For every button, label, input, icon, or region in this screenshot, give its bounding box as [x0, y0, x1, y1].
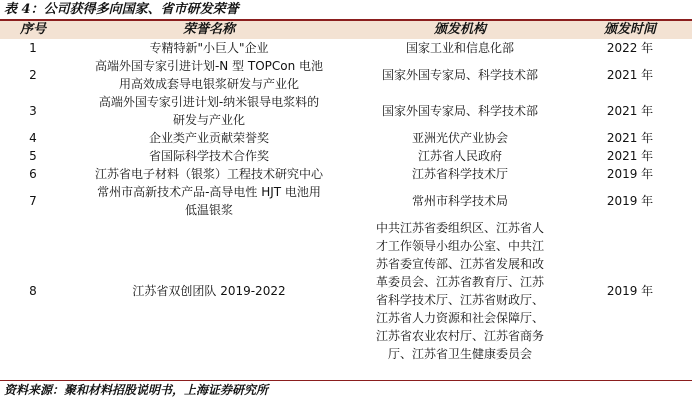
header-year: 颁发时间: [568, 21, 692, 39]
cell-year: 2021 年: [606, 104, 654, 118]
cell-honor-name: [66, 129, 352, 147]
issuer-line: 国家外国专家局、科学技术部: [381, 68, 538, 82]
cell-no: 6: [29, 167, 37, 181]
issuer-line: 苏省委宣传部、江苏省发展和改: [375, 257, 544, 271]
honor-name-line: 企业类产业贡献荣誉奖: [148, 131, 269, 145]
cell-honor-name: [66, 219, 352, 363]
cell-year: 2019 年: [606, 167, 654, 181]
table-row: [0, 183, 692, 219]
table-row: [0, 93, 692, 129]
cell-no: 5: [29, 149, 37, 163]
issuer-line: 国家工业和信息化部: [405, 41, 514, 55]
cell-no: 8: [29, 284, 37, 298]
honor-name-line: 高端外国专家引进计划-纳米银导电浆料的: [98, 95, 320, 109]
issuer-line: 江苏省农业农村厅、江苏省商务: [375, 329, 544, 343]
cell-year: 2021 年: [606, 149, 654, 163]
cell-honor-name: [66, 39, 352, 57]
issuer-line: 中共江苏省委组织区、江苏省人: [375, 221, 544, 235]
cell-honor-name: [66, 165, 352, 183]
source-note: 资料来源：聚和材料招股说明书，上海证券研究所: [4, 383, 269, 397]
issuer-line: 江苏省人力资源和社会保障厅、: [375, 311, 544, 325]
issuer-line: 江苏省人民政府: [417, 149, 502, 163]
table-row: [0, 219, 692, 363]
honor-name-line: 用高效成套导电银浆研发与产业化: [118, 77, 299, 91]
table-row: [0, 165, 692, 183]
issuer-line: 省科学技术厅、江苏省财政厅、: [375, 293, 544, 307]
cell-issuer: [352, 39, 568, 57]
cell-no: 4: [29, 131, 37, 145]
table-row: [0, 39, 692, 57]
issuer-line: 国家外国专家局、科学技术部: [381, 104, 538, 118]
honor-name-line: 研发与产业化: [172, 113, 245, 127]
cell-no: 3: [29, 104, 37, 118]
cell-issuer: [352, 183, 568, 219]
table-row: [0, 57, 692, 93]
cell-year: 2021 年: [606, 68, 654, 82]
honor-name-line: 高端外国专家引进计划-N 型 TOPCon 电池: [94, 59, 324, 73]
table-header-row: [0, 21, 692, 39]
table-row: [0, 147, 692, 165]
cell-issuer: [352, 165, 568, 183]
honor-name-line: 江苏省电子材料（银浆）工程技术研究中心: [94, 167, 323, 181]
honor-name-line: 省国际科学技术合作奖: [148, 149, 269, 163]
cell-issuer: [352, 93, 568, 129]
bottom-rule: [0, 380, 692, 381]
issuer-line: 常州市科学技术局: [411, 194, 508, 208]
honor-name-line: 江苏省双创团队 2019-2022: [132, 284, 286, 298]
honors-table: [0, 21, 692, 363]
cell-no: 1: [29, 41, 37, 55]
honor-name-line: 专精特新"小巨人"企业: [149, 41, 269, 55]
cell-year: 2019 年: [606, 194, 654, 208]
issuer-line: 厅、江苏省卫生健康委员会: [387, 347, 532, 361]
cell-no: 2: [29, 68, 37, 82]
cell-issuer: [352, 147, 568, 165]
cell-year: 2019 年: [606, 284, 654, 298]
table-row: [0, 129, 692, 147]
issuer-line: 亚洲光伏产业协会: [411, 131, 508, 145]
cell-issuer: [352, 57, 568, 93]
cell-year: 2022 年: [606, 41, 654, 55]
cell-honor-name: [66, 93, 352, 129]
cell-issuer: [352, 129, 568, 147]
cell-year: 2021 年: [606, 131, 654, 145]
header-issuer: 颁发机构: [352, 21, 568, 39]
cell-honor-name: [66, 147, 352, 165]
header-no: 序号: [0, 21, 66, 39]
honor-name-line: 低温银浆: [184, 203, 233, 217]
table-body: [0, 39, 692, 363]
cell-honor-name: [66, 183, 352, 219]
cell-honor-name: [66, 57, 352, 93]
cell-issuer: [352, 219, 568, 363]
issuer-line: 革委员会、江苏省教育厅、江苏: [375, 275, 544, 289]
issuer-line: 江苏省科学技术厅: [411, 167, 508, 181]
table-title: 表 4：公司获得多向国家、省市研发荣誉: [4, 2, 239, 17]
issuer-line: 才工作领导小组办公室、中共江: [375, 239, 544, 253]
honor-name-line: 常州市高新技术产品-高导电性 HJT 电池用: [97, 185, 321, 199]
header-name: 荣誉名称: [66, 21, 352, 39]
cell-no: 7: [29, 194, 37, 208]
